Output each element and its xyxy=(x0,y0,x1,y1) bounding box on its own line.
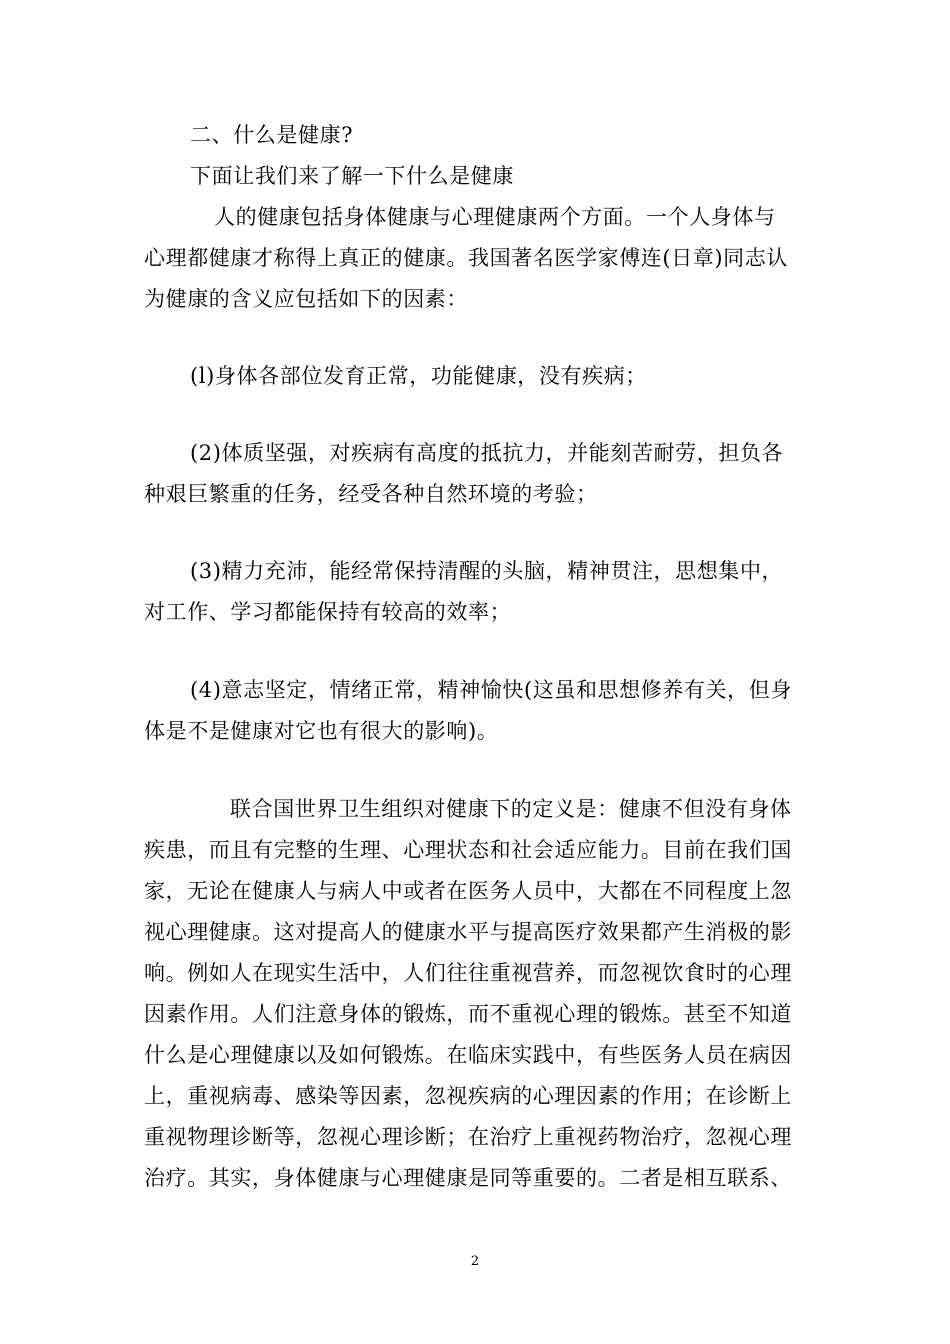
paragraph1-line: 为健康的含义应包括如下的因素： xyxy=(144,287,468,311)
paragraph2-line: 什么是心理健康以及如何锻炼。在临床实践中，有些医务人员在病因 xyxy=(144,1043,792,1067)
paragraph1-line: 人的健康包括身体健康与心理健康两个方面。一个人身体与 xyxy=(214,205,776,229)
section-heading: 二、什么是健康? xyxy=(190,123,354,147)
factor2-line: 种艰巨繁重的任务，经受各种自然环境的考验； xyxy=(144,482,598,506)
paragraph2-line: 视心理健康。这对提高人的健康水平与提高医疗效果都产生消极的影 xyxy=(144,920,792,944)
paragraph2-line: 上，重视病毒、感染等因素，忽视疾病的心理因素的作用；在诊断上 xyxy=(144,1084,792,1108)
paragraph2-line: 家，无论在健康人与病人中或者在医务人员中，大都在不同程度上忽 xyxy=(144,879,792,903)
paragraph2-line: 疾患，而且有完整的生理、心理状态和社会适应能力。目前在我们国 xyxy=(144,838,792,862)
paragraph2-line: 联合国世界卫生组织对健康下的定义是：健康不但没有身体 xyxy=(230,797,792,821)
paragraph2-line: 因素作用。人们注意身体的锻炼，而不重视心理的锻炼。甚至不知道 xyxy=(144,1002,792,1026)
paragraph1-line: 心理都健康才称得上真正的健康。我国著名医学家傅连(日章)同志认 xyxy=(144,246,788,270)
factor3-line: 对工作、学习都能保持有较高的效率； xyxy=(144,600,512,624)
paragraph2-line: 响。例如人在现实生活中，人们往往重视营养，而忽视饮食时的心理 xyxy=(144,961,792,985)
intro-line: 下面让我们来了解一下什么是健康 xyxy=(190,164,514,188)
factor1-line: (l)身体各部位发育正常，功能健康，没有疾病； xyxy=(190,364,647,388)
page-number: 2 xyxy=(470,1254,480,1269)
paragraph2-line: 治疗。其实，身体健康与心理健康是同等重要的。二者是相互联系、 xyxy=(144,1166,792,1190)
paragraph2-line: 重视物理诊断等，忽视心理诊断；在治疗上重视药物治疗，忽视心理 xyxy=(144,1125,792,1149)
factor2-line: (2)体质坚强，对疾病有高度的抵抗力，并能刻苦耐劳，担负各 xyxy=(190,441,784,465)
factor4-line: (4)意志坚定，情绪正常，精神愉快(这虽和思想修养有关，但身 xyxy=(190,678,792,702)
factor3-line: (3)精力充沛，能经常保持清醒的头脑，精神贯注，思想集中， xyxy=(190,559,784,583)
factor4-line: 体是不是健康对它也有很大的影响)。 xyxy=(144,719,499,743)
